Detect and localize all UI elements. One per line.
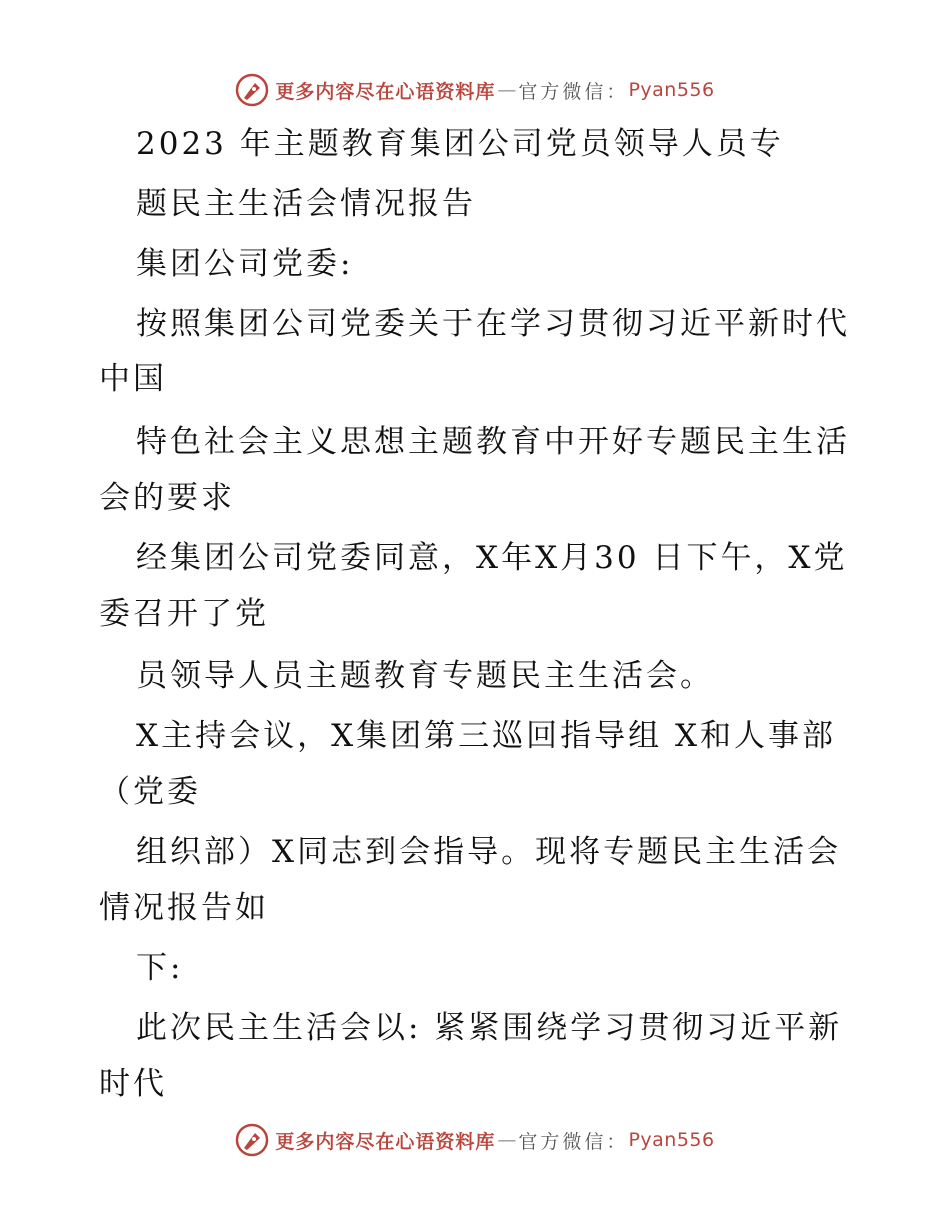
watermark-dash: — [497,1129,517,1151]
paragraph-line: 经集团公司党委同意，X年X月30 日下午，X党 [136,540,848,576]
paragraph-line: （党委 [99,774,201,810]
paragraph-line: 员领导人员主题教育专题民主生活会。 [136,658,714,694]
watermark-banner-top [0,70,950,110]
title-line-1: 2023 年主题教育集团公司党员领导人员专 [136,126,784,162]
watermark-banner-bottom [0,1120,950,1160]
paragraph-line: 特色社会主义思想主题教育中开好专题民主生活 [136,424,850,460]
paragraph-line: 会的要求 [99,480,235,516]
pen-nib-icon [235,73,269,107]
paragraph-line: 时代 [99,1066,167,1102]
watermark-brand: 更多内容尽在心语资料库 [275,80,496,103]
paragraph-line: 此次民主生活会以: 紧紧围绕学习贯彻习近平新 [136,1010,843,1046]
watermark-wechat-label: 官方微信： [518,1130,629,1153]
paragraph-line: 情况报告如 [99,890,269,926]
watermark-handle: Pyan556 [628,79,715,101]
watermark-handle: Pyan556 [628,1129,715,1151]
salutation: 集团公司党委: [136,246,354,282]
watermark-dash: — [497,79,517,101]
paragraph-line: 组织部）X同志到会指导。现将专题民主生活会 [136,834,842,870]
paragraph-line: X主持会议，X集团第三巡回指导组 X和人事部 [136,718,837,754]
pen-nib-icon [235,1123,269,1157]
paragraph-line: 中国 [99,361,167,397]
paragraph-line: 下: [136,950,184,986]
paragraph-line: 委召开了党 [99,596,269,632]
watermark-wechat-label: 官方微信： [518,80,629,103]
title-line-2: 题民主生活会情况报告 [136,186,476,222]
paragraph-line: 按照集团公司党委关于在学习贯彻习近平新时代 [136,306,850,342]
watermark-brand: 更多内容尽在心语资料库 [275,1130,496,1153]
